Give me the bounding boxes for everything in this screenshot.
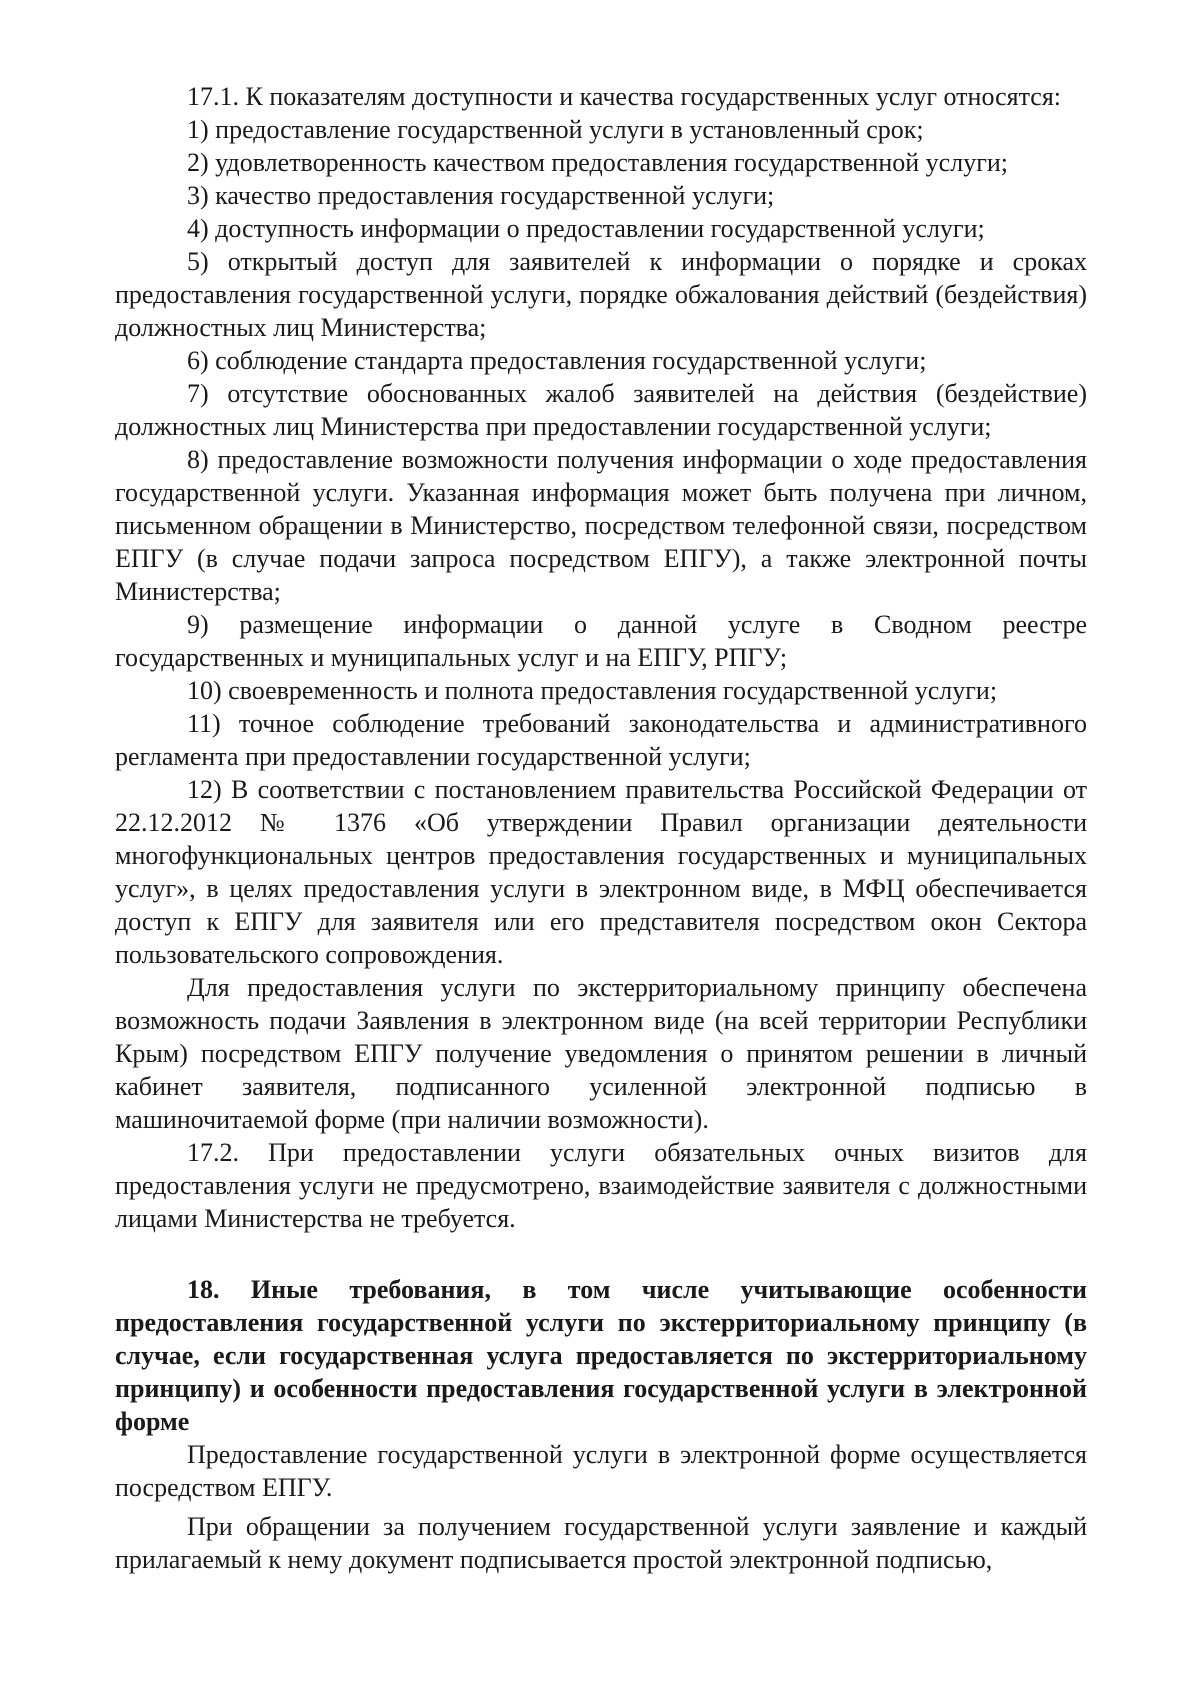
list-item-4: 4) доступность информации о предоставлении государственной услуги; — [187, 214, 985, 243]
paragraph-electronic-form: Предоставление государственной услуги в электронной форме осуществляется посредством ЕПГУ. — [115, 1440, 1087, 1502]
paragraph-signature: При обращении за получением государственной услуги заявление и каждый прилагаемый к нему документ подписывается простой электронной подписью, — [115, 1512, 1087, 1574]
list-item-10: 10) своевременность и полнота предоставления государственной услуги; — [187, 676, 998, 705]
section-heading-18: 18. Иные требования, в том числе учитывающие особенности предоставления государственной услуги по экстерриториальному принципу (в случае, если государственная услуга предоставляется по экстерриториальному принципу) и особенности предоставления государственной услуги в электронной форме — [115, 1275, 1087, 1436]
list-item-12: 12) В соответствии с постановлением правительства Российской Федерации от 22.12.2012 № 1376 «Об утверждении Правил организации деятельности многофункциональных центров предоставления государственных и муниципальных услуг», в целях предоставления услуги в электронном виде, в МФЦ обеспечивается доступ к ЕПГУ для заявителя или его представителя посредством окон Сектора пользовательского сопровождения. — [115, 775, 1087, 969]
list-item-6: 6) соблюдение стандарта предоставления государственной услуги; — [187, 346, 927, 375]
list-item-2: 2) удовлетворенность качеством предоставления государственной услуги; — [187, 148, 1008, 177]
list-item-8: 8) предоставление возможности получения информации о ходе предоставления государственной услуги. Указанная информация может быть получена при личном, письменном обращении в Министерство, посредством телефонной связи, посредством ЕПГУ (в случае подачи запроса посредством ЕПГУ), а также электронной почты Министерства; — [115, 445, 1087, 606]
paragraph-extraterritorial: Для предоставления услуги по экстерриториальному принципу обеспечена возможность подачи Заявления в электронном виде (на всей территории Республики Крым) посредством ЕПГУ получение уведомления о принятом решении в личный кабинет заявителя, подписанного усиленной электронной подписью в машиночитаемой форме (при наличии возможности). — [115, 973, 1087, 1134]
list-item-11: 11) точное соблюдение требований законодательства и административного регламента при предоставлении государственной услуги; — [115, 709, 1087, 771]
list-item-7: 7) отсутствие обоснованных жалоб заявителей на действия (бездействие) должностных лиц Министерства при предоставлении государственной услуги; — [115, 379, 1087, 441]
list-item-3: 3) качество предоставления государственной услуги; — [187, 181, 775, 210]
paragraph-17-1: 17.1. К показателям доступности и качества государственных услуг относятся: — [187, 82, 1061, 111]
paragraph-17-2: 17.2. При предоставлении услуги обязательных очных визитов для предоставления услуги не предусмотрено, взаимодействие заявителя с должностными лицами Министерства не требуется. — [115, 1138, 1087, 1233]
list-item-1: 1) предоставление государственной услуги в установленный срок; — [187, 115, 924, 144]
document-page — [115, 80, 1087, 1576]
list-item-5: 5) открытый доступ для заявителей к информации о порядке и сроках предоставления государственной услуги, порядке обжалования действий (бездействия) должностных лиц Министерства; — [115, 247, 1087, 342]
list-item-9: 9) размещение информации о данной услуге в Сводном реестре государственных и муниципальных услуг и на ЕПГУ, РПГУ; — [115, 610, 1087, 672]
